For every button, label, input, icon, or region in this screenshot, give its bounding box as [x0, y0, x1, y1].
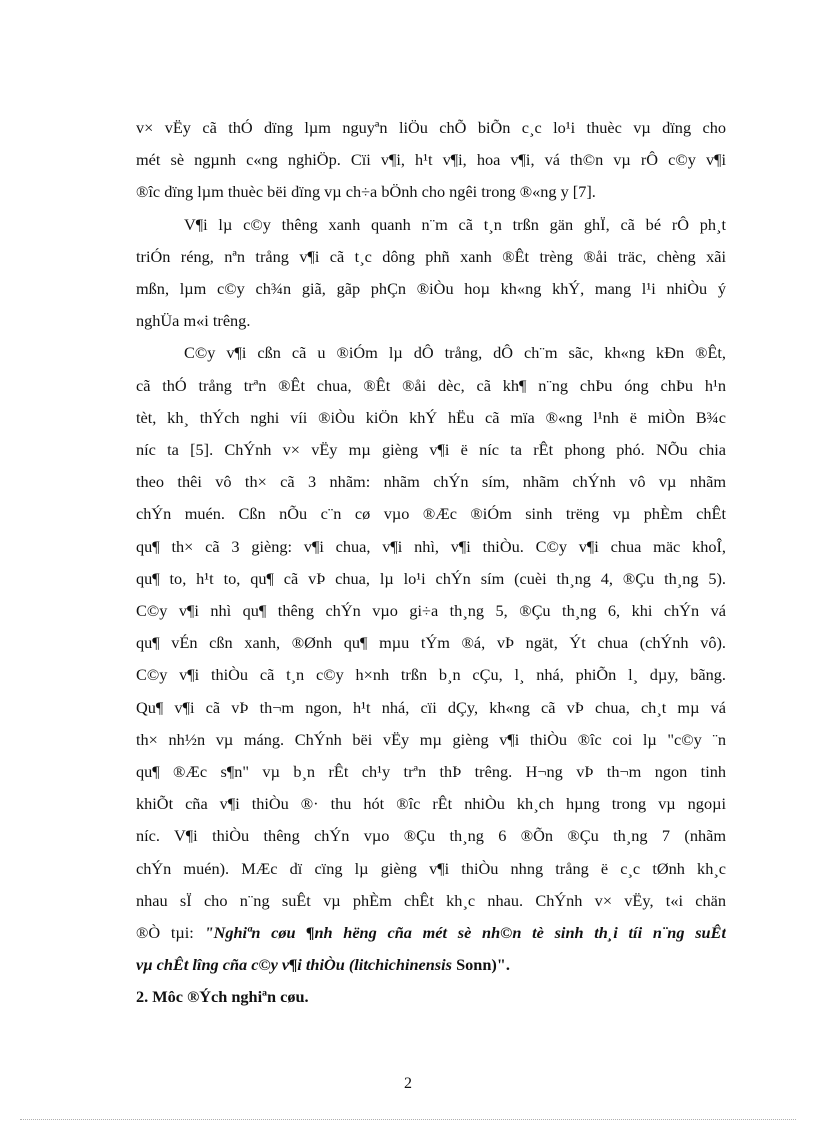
text-line: v× vËy cã thÓ dïng lµm nguyªn liÖu chÕ biÕn c¸c lo¹i thuèc vµ dïng cho — [136, 118, 726, 137]
text-line: chÝn muén). MÆc dï cïng lµ gièng v¶i thiÒu nhng trång ë c¸c tØnh kh¸c — [136, 858, 726, 878]
text-line: C©y v¶i thiÒu cã t¸n c©y h×nh trßn b¸n cÇu, l¸ nhá, phiÕn l¸ dµy, bãng. — [136, 665, 726, 685]
text-line: Qu¶ v¶i cã vÞ th¬m ngon, h¹t nhá, cïi dÇy, kh«ng cã vÞ chua, ch¸t mµ vá — [136, 697, 726, 717]
topic-prefix: ®Ò tµi: — [136, 923, 205, 943]
text-line: qu¶ th× cã 3 gièng: v¶i chua, v¶i nhì, v¶i thiÒu. C©y v¶i chua mäc khoÎ, — [136, 536, 726, 556]
text-line: ®îc dïng lµm thuèc bëi dïng vµ ch÷a bÖnh cho ngêi trong ®«ng y [7]. — [136, 182, 596, 202]
text-line: khiÕt cña v¶i thiÒu ®· thu hót ®îc rÊt nhiÒu kh¸ch hµng trong vµ ngoµi — [136, 794, 726, 814]
page-bottom-divider — [20, 1119, 796, 1120]
text-line: qu¶ vÉn cßn xanh, ®Ønh qu¶ mµu tÝm ®á, vÞ ngät, Ýt chua (chÝnh vô). — [136, 633, 726, 653]
text-line: mßn, lµm c©y ch¾n giã, gãp phÇn ®iÒu hoµ kh«ng khÝ, mang l¹i nhiÒu ý — [136, 279, 726, 299]
text-line: C©y v¶i cßn cã u ®iÓm lµ dÔ trång, dÔ ch¨m sãc, kh«ng kÐn ®Êt, — [184, 343, 726, 363]
body-text — [136, 112, 726, 1014]
text-line: tèt, kh¸ thÝch nghi víi ®iÒu kiÖn khÝ hËu cã mïa ®«ng l¹nh ë miÒn B¾c — [136, 407, 726, 427]
text-line: th× nh½n vµ máng. ChÝnh bëi vËy mµ gièng v¶i thiÒu ®îc coi lµ "c©y ¨n — [136, 729, 726, 749]
text-line: qu¶ to, h¹t to, qu¶ cã vÞ chua, lµ lo¹i chÝn sím (cuèi th¸ng 4, ®Çu th¸ng 5). — [136, 568, 726, 588]
text-line: qu¶ ®Æc s¶n" vµ b¸n rÊt ch¹y trªn thÞ trêng. H¬ng vÞ th¬m ngon tinh — [136, 762, 726, 782]
text-line: cã thÓ trång trªn ®Êt chua, ®Êt ®åi dèc, cã kh¶ n¨ng chÞu óng chÞu h¹n — [136, 375, 726, 395]
text-line: C©y v¶i nhì qu¶ thêng chÝn vµo gi÷a th¸ng 5, ®Çu th¸ng 6, khi chÝn vá — [136, 601, 726, 621]
text-line: níc. V¶i thiÒu thêng chÝn vµo ®Çu th¸ng 6 ®Õn ®Çu th¸ng 7 (nhãm — [136, 826, 726, 846]
text-line: nghÜa m«i trêng. — [136, 311, 251, 331]
page-number: 2 — [404, 1075, 412, 1092]
species-author: Sonn)". — [452, 955, 510, 975]
text-line: V¶i lµ c©y thêng xanh quanh n¨m cã t¸n trßn gän ghÏ, cã bé rÔ ph¸t — [184, 214, 726, 234]
text-line: nhau sÏ cho n¨ng suÊt vµ phÈm chÊt kh¸c nhau. ChÝnh v× vËy, t«i chän — [136, 890, 726, 910]
topic-line — [136, 917, 726, 949]
text-line: níc ta [5]. ChÝnh v× vËy mµ gièng v¶i ë níc ta rÊt phong phó. NÕu chia — [136, 440, 726, 460]
topic-title: "Nghiªn cøu ¶nh hëng cña mét sè nh©n tè sinh th¸i tíi n¨ng suÊt — [204, 923, 726, 943]
text-line: theo thêi vô th× cã 3 nhãm: nhãm chÝn sím, nhãm chÝnh vô vµ nhãm — [136, 472, 726, 492]
text-line: triÓn réng, nªn trång v¶i cã t¸c dông phñ xanh ®Êt trèng ®åi träc, chèng xãi — [136, 246, 726, 266]
topic-line-2 — [136, 949, 726, 981]
text-line: mét sè ngµnh c«ng nghiÖp. Cïi v¶i, h¹t v¶i, hoa v¶i, vá th©n vµ rÔ c©y v¶i — [136, 150, 726, 170]
topic-title-cont: vµ chÊt lîng cña c©y v¶i thiÒu ( — [136, 955, 355, 975]
species-name: litchichinensis — [354, 955, 452, 975]
text-line: chÝn muén. Cßn nÕu c¨n cø vµo ®Æc ®iÓm sinh trëng vµ phÈm chÊt — [136, 504, 726, 524]
section-heading: 2. Môc ®Ých nghiªn cøu. — [136, 987, 309, 1007]
